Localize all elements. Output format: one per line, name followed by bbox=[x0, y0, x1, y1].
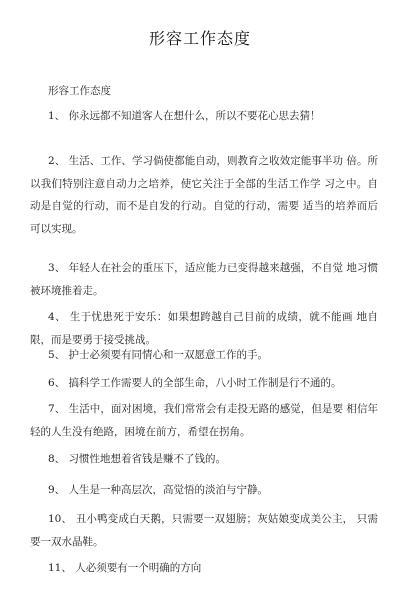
list-item: 6、 搞科学工作需要人的全部生命，八小时工作制是行不通的。 bbox=[48, 377, 342, 389]
list-item: 3、 年轻人在社会的重压下，适应能力已变得越来越强，不自觉 地习惯被环境推着走。 bbox=[30, 262, 378, 297]
list-item: 7、 生活中，面对困境，我们常常会有走投无路的感觉，但是要 相信年轻的人生没有绝路，困境在前方，希望在拐角。 bbox=[30, 403, 378, 438]
list-item: 9、 人生是一种高层次，高觉悟的淡泊与宁静。 bbox=[48, 484, 269, 496]
list-item: 4、 生于忧患死于安乐：如果想跨越自己目前的成绩，就不能画 地自限，而是要勇于接受挑战。 bbox=[30, 311, 378, 346]
list-item: 5、 护士必须要有同情心和一双愿意工作的手。 bbox=[48, 349, 269, 361]
list-item: 11、 人必须要有一个明确的方向 bbox=[48, 562, 202, 574]
list-item: 8、 习惯性地想着省钱是赚不了钱的。 bbox=[48, 453, 227, 465]
page-title: 形容工作态度 bbox=[148, 29, 251, 48]
list-item: 2、 生活、工作、学习倘使都能自动，则教育之收效定能事半功 倍。所以我们特别注意自动力之培养，使它关注于全部的生活工作学 习之中。自动是自觉的行动，而不是自发的行动。自觉的行动，需要 适当的培养而后可以实现。 bbox=[30, 155, 378, 235]
list-item: 1、 你永远都不知道客人在想什么，所以不要花心思去猜！ bbox=[48, 110, 321, 122]
section-subtitle: 形容工作态度 bbox=[48, 85, 111, 97]
list-item: 10、 丑小鸭变成白天鹅，只需要一双翅膀；灰姑娘变成美公主， 只需要一双水晶鞋。 bbox=[30, 513, 378, 548]
